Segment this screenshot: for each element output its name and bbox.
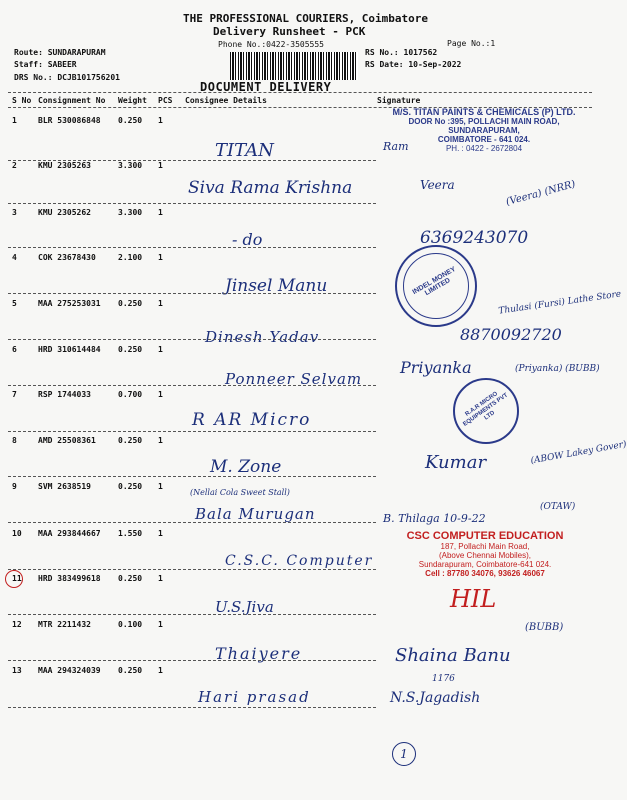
runsheet-subtitle: Delivery Runsheet - PCK (213, 25, 366, 38)
row-weight: 0.250 (118, 666, 143, 675)
row-sno: 5 (12, 299, 17, 308)
row-consignment: BLR 530086848 (38, 116, 101, 125)
row-note: (Priyanka) (BUBB) (515, 364, 600, 374)
row-consignee: Dinesh Yadav (205, 328, 320, 346)
titan-stamp (378, 107, 590, 153)
row-divider (8, 431, 376, 432)
titan-stamp-line: COIMBATORE - 641 024. (437, 135, 531, 144)
route: Route: SUNDARAPURAM (14, 48, 106, 57)
document-type: DOCUMENT DELIVERY (200, 80, 332, 94)
row-consignment: MAA 293844667 (38, 529, 101, 538)
row-note: 1176 (432, 674, 455, 684)
row-pcs: 1 (158, 161, 163, 170)
row-consignment: KMU 2305263 (38, 161, 91, 170)
row-consignee: M. Zone (210, 457, 282, 477)
row-pcs: 1 (158, 620, 163, 629)
row-divider (8, 707, 376, 708)
row-pcs: 1 (158, 574, 163, 583)
row-signature: Kumar (425, 452, 487, 473)
row-consignment: MAA 275253031 (38, 299, 101, 308)
header-rule-top (8, 92, 592, 93)
row-weight: 2.100 (118, 253, 143, 262)
page-mark: 1 (392, 742, 416, 766)
row-signature: Shaina Banu (395, 645, 511, 666)
row-pcs: 1 (158, 116, 163, 125)
row-weight: 0.250 (118, 436, 143, 445)
row-divider (8, 614, 376, 615)
row-sno: 3 (12, 208, 17, 217)
row-pcs: 1 (158, 436, 163, 445)
row-weight: 0.250 (118, 482, 143, 491)
row-consignee: - do (232, 230, 263, 249)
seal-text: R.A.R MICRO EQUIPMENTS PVT LTD (462, 391, 510, 428)
row-weight: 0.250 (118, 345, 143, 354)
row-sno: 11 (12, 574, 22, 583)
phone-number: Phone No.:0422-3505555 (218, 40, 324, 49)
csc-stamp-line: Cell : 87780 34076, 93626 46067 (425, 569, 545, 578)
csc-stamp-line: 187, Pollachi Main Road, (440, 542, 530, 551)
row-weight: 3.300 (118, 161, 143, 170)
row-signature: HIL (450, 585, 497, 613)
row-weight: 0.250 (118, 299, 143, 308)
row-divider (8, 660, 376, 661)
row-divider (8, 339, 376, 340)
row-consignee: C.S.C. Computer (225, 553, 374, 569)
row-consignee: U.S.Jiva (215, 598, 274, 616)
rar-micro-seal (453, 378, 519, 444)
row-consignment: MTR 2211432 (38, 620, 91, 629)
indel-money-seal (395, 245, 477, 327)
rs-date: RS Date: 10-Sep-2022 (365, 60, 462, 69)
row-consignee: Siva Rama Krishna (188, 178, 353, 198)
drs-number: DRS No.: DCJB101756201 (14, 73, 120, 82)
row-weight: 1.550 (118, 529, 143, 538)
titan-stamp-line: SUNDARAPURAM, (448, 126, 520, 135)
row-consignment: COK 23678430 (38, 253, 96, 262)
row-sno: 13 (12, 666, 22, 675)
row-divider (8, 522, 376, 523)
row-pcs: 1 (158, 345, 163, 354)
row-signature: Ram (383, 140, 409, 153)
row-weight: 0.100 (118, 620, 143, 629)
titan-stamp-line: DOOR No :395, POLLACHI MAIN ROAD, (408, 117, 560, 126)
row-pcs: 1 (158, 666, 163, 675)
titan-stamp-line: M/S. TITAN PAINTS & CHEMICALS (P) LTD. (392, 107, 576, 117)
row-consignee: TITAN (215, 140, 274, 161)
csc-stamp-line: Sundarapuram, Coimbatore-641 024. (418, 560, 552, 569)
row-consignment: KMU 2305262 (38, 208, 91, 217)
row-weight: 0.250 (118, 574, 143, 583)
row-pcs: 1 (158, 299, 163, 308)
row-sno: 9 (12, 482, 17, 491)
row-consignee: R AR Micro (192, 410, 312, 430)
col-weight: Weight (118, 96, 147, 105)
csc-stamp-line: (Above Chennai Mobiles), (438, 551, 532, 560)
row-signature: B. Thilaga 10-9-22 (383, 512, 486, 525)
row-note: (ABOW Lakey Gover) (529, 439, 627, 467)
row-pcs: 1 (158, 390, 163, 399)
row-sno: 2 (12, 161, 17, 170)
row-consignment: SVM 2638519 (38, 482, 91, 491)
col-consignment: Consignment No (38, 96, 106, 105)
row-note: (BUBB) (525, 622, 564, 633)
csc-stamp-title: CSC COMPUTER EDUCATION (406, 530, 564, 542)
seal-text: INDEL MONEY LIMITED (411, 265, 458, 298)
row-signature: 6369243070 (420, 228, 529, 248)
row-consignment: HRD 383499618 (38, 574, 101, 583)
row-weight: 0.700 (118, 390, 143, 399)
row-consignee: Hari prasad (198, 688, 311, 706)
row-consignment: AMD 25508361 (38, 436, 96, 445)
col-signature: Signature (377, 96, 421, 105)
row-note: (Nellai Cola Sweet Stall) (190, 488, 290, 497)
row-divider (8, 385, 376, 386)
row-sno: 12 (12, 620, 22, 629)
row-divider (8, 247, 376, 248)
row-divider (8, 293, 376, 294)
row-sno: 10 (12, 529, 22, 538)
row-divider (8, 476, 376, 477)
row-sno: 7 (12, 390, 17, 399)
rs-number: RS No.: 1017562 (365, 48, 438, 57)
row-note: (Veera) (NRR) (504, 178, 577, 209)
csc-stamp (380, 530, 590, 578)
staff: Staff: SABEER (14, 60, 77, 69)
row-pcs: 1 (158, 208, 163, 217)
row-signature: Veera (420, 178, 455, 192)
row-signature: Priyanka (400, 358, 472, 377)
row-sno: 8 (12, 436, 17, 445)
barcode (230, 52, 358, 80)
row-consignee: Jinsel Manu (225, 276, 328, 296)
page-number: Page No.:1 (447, 39, 496, 48)
row-divider (8, 569, 376, 570)
row-consignment: RSP 1744033 (38, 390, 91, 399)
col-sno: S No (12, 96, 32, 105)
titan-stamp-line: PH. : 0422 - 2672804 (445, 144, 523, 153)
row-sno: 4 (12, 253, 17, 262)
row-pcs: 1 (158, 482, 163, 491)
row-weight: 0.250 (118, 116, 143, 125)
col-pcs: PCS (158, 96, 173, 105)
row-sno: 1 (12, 116, 17, 125)
row-consignment: MAA 294324039 (38, 666, 101, 675)
row-consignee: Bala Murugan (195, 505, 316, 523)
row-signature: 8870092720 (460, 325, 562, 344)
row-signature: N.S.Jagadish (390, 690, 481, 706)
row-note: Thulasi (Fursi) Lathe Store (497, 289, 622, 317)
company-name: THE PROFESSIONAL COURIERS, Coimbatore (183, 12, 429, 25)
row-consignee: Ponneer Selvam (225, 370, 363, 388)
row-pcs: 1 (158, 253, 163, 262)
row-consignment: HRD 310614484 (38, 345, 101, 354)
col-consignee: Consignee Details (185, 96, 267, 105)
row-sno: 6 (12, 345, 17, 354)
row-consignee: Thaiyere (215, 644, 303, 663)
row-divider (8, 203, 376, 204)
row-pcs: 1 (158, 529, 163, 538)
row-note: (OTAW) (540, 502, 576, 512)
row-weight: 3.300 (118, 208, 143, 217)
